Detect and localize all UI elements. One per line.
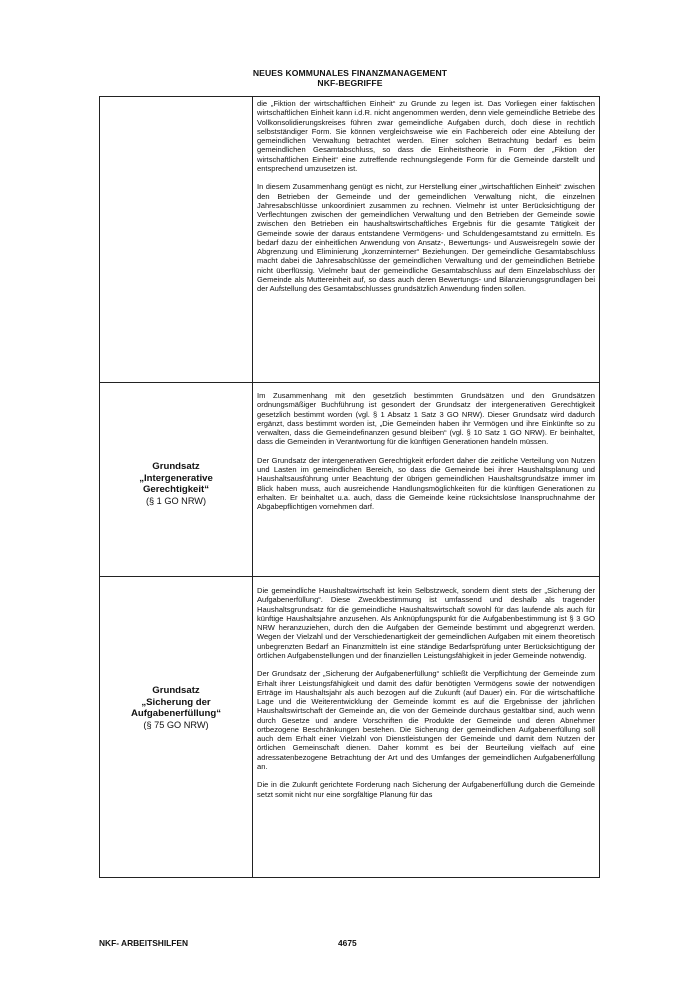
column-divider xyxy=(252,383,253,576)
paragraph: Im Zusammenhang mit den gesetzlich bestimmten Grundsätzen und den Grundsätzen ordnungsmäßiger Buchführung ist gesondert der Grundsatz der intergenerativen Gerechtigkeit gesetzlich bestimmt worden (vgl. § 1 Absatz 1 Satz 3 GO NRW). Dieser Grundsatz wird dadurch ergänzt, dass bestimmt worden ist, „Die Gemeinden haben ihr Vermögen und ihre Einkünfte so zu verwalten, dass die Gemeindefinanzen gesund bleiben“ (vgl. § 10 Satz 1 GO NRW). Er beinhaltet, dass die Gemeinden in Verantwortung für die künftigen Generationen handeln müssen. xyxy=(257,391,595,447)
table-row xyxy=(100,577,599,877)
row-content xyxy=(257,99,595,293)
footer-publication: NKF- ARBEITSHILFEN xyxy=(99,938,189,948)
table-row xyxy=(100,383,599,577)
header-subtitle: NKF-BEGRIFFE xyxy=(317,78,383,88)
term-reference: (§ 1 GO NRW) xyxy=(145,495,207,506)
page-header xyxy=(0,68,700,88)
row-term-label xyxy=(100,461,252,507)
paragraph: Der Grundsatz der „Sicherung der Aufgabenerfüllung“ schließt die Verpflichtung der Gemeinde zum Erhalt ihrer Leistungsfähigkeit und damit des dafür benötigten Vermögens sowie der notwendigen Erträge im Haushaltsjahr als auch bezogen auf die Zukunft (auf Dauer) ein. Für die wirtschaftliche Lage und die Weiterentwicklung der Gemeinde kommt es auf die Ergebnisse der jährlichen Haushaltswirtschaft der Gemeinde an, die von der Gemeinde durchaus gestaltbar sind, auch wenn durch Gesetze und andere Vorschriften die Produkte der Gemeinde und deren Abnehmer ortbezogene Beschränkungen bestehen. Die Sicherung der gemeindlichen Aufgabenerfüllung soll auch dem Erhalt einer Vielzahl von Dienstleistungen der Gemeinde und damit dem Nutzen der örtlichen Gemeinschaft dienen. Daher kommt es bei der Beurteilung vielfach auf eine adressatenbezogene Betrachtung der Art und des Umfanges der gemeindlichen Aufgabenerfüllung an. xyxy=(257,669,595,771)
definitions-table xyxy=(99,96,600,878)
table-row xyxy=(100,97,599,383)
paragraph: Die in die Zukunft gerichtete Forderung nach Sicherung der Aufgabenerfüllung durch die Gemeinde setzt somit nicht nur eine sorgfältige Planung für das xyxy=(257,780,595,799)
term-title-line: Grundsatz xyxy=(152,461,200,472)
row-content xyxy=(257,391,595,511)
row-term-label xyxy=(100,685,252,731)
paragraph: die „Fiktion der wirtschaftlichen Einheit“ zu Grunde zu legen ist. Das Vorliegen einer faktischen wirtschaftlichen Einheit kann i.d.R. nicht angenommen werden, denn viele gemeindliche Betriebe des Vollkonsolidierungskreises führen zwar gemeindliche Aufgaben durch, doch diese in rechtlich selbstständiger Form. Sie können vergleichsweise wie ein Fachbereich oder eine Abteilung der gemeindlichen Verwaltung betrachtet werden. Einer solchen Betrachtung bedarf es beim gemeindlichen Gesamtabschluss, so dass die Einheitstheorie in Form der „Fiktion der wirtschaftlichen Einheit“ eine zutreffende rechnungslegende Form für die Gemeinde darstellt und entsprechend umzusetzen ist. xyxy=(257,99,595,173)
paragraph: Die gemeindliche Haushaltswirtschaft ist kein Selbstzweck, sondern dient stets der „Sicherung der Aufgabenerfüllung“. Diese Zweckbestimmung ist umfassend und deshalb als tragender Haushaltsgrundsatz für die gemeindliche Haushaltswirtschaft sowohl für das laufende als auch für künftige Haushaltsjahre anzusehen. Als Anknüpfungspunkt für die Aufgabenbestimmung ist § 3 GO NRW heranzuziehen, durch den die Aufgaben der Gemeinde bestimmt und abgegrenzt werden. Wegen der Vielzahl und der Verschiedenartigkeit der gemeindlichen Aufgaben mit einem theoretisch unbegrenzten Bedarf an Finanzmitteln ist eine ständige Bedarfsprüfung unter Berücksichtigung der örtlichen Aufgabenstellungen und der finanziellen Leistungsfähigkeit in jeder Gemeinde notwendig. xyxy=(257,586,595,660)
term-title-line: „Intergenerative xyxy=(139,472,213,484)
term-title-line: Aufgabenerfüllung“ xyxy=(130,708,222,719)
column-divider xyxy=(252,577,253,877)
column-divider xyxy=(252,97,253,382)
term-title-line: Grundsatz xyxy=(152,685,200,696)
paragraph: In diesem Zusammenhang genügt es nicht, zur Herstellung einer „wirtschaftlichen Einheit“ zwischen den Betrieben der Gemeinde und der gemeindlichen Verwaltung nicht, die einzelnen Jahresabschlüsse unkoordiniert zusammen zu rechnen. Vielmehr ist unter Berücksichtigung der Verflechtungen zwischen der gemeindlichen Verwaltung und den Betrieben der Gemeinde sowie zwischen den Betrieben ein haushaltswirtschaftliches Ergebnis für die gesamte Tätigkeit der Gemeinde sowie der daraus entstandene Vermögens- und Schuldengesamtstand zu ermitteln. Es bedarf dazu der einheitlichen Anwendung von Ansatz-, Bewertungs- und Ausweisregeln sowie der Abgrenzung und Eliminierung „konzerninterner“ Beziehungen. Der gemeindliche Gesamtabschluss macht dabei die Jahresabschlüsse der gemeindlichen Verwaltung und der gemeindlichen Betriebe nicht überflüssig. Vielmehr baut der gemeindliche Gesamtabschluss auf dem Einzelabschluss der Gemeinde als Muttereinheit auf, so dass auch deren Bewertungs- und Bilanzierungsgrundlagen bei der Aufstellung des Gesamtabschlusses grundsätzlich Anwendung finden sollen. xyxy=(257,182,595,293)
term-reference: (§ 75 GO NRW) xyxy=(143,719,209,730)
term-title-line: Gerechtigkeit“ xyxy=(142,484,210,495)
row-content xyxy=(257,586,595,799)
term-title-line: „Sicherung der xyxy=(141,696,211,708)
header-title: NEUES KOMMUNALES FINANZMANAGEMENT xyxy=(252,68,448,78)
page-number: 4675 xyxy=(338,938,357,948)
paragraph: Der Grundsatz der intergenerativen Gerechtigkeit erfordert daher die zeitliche Verteilung von Nutzen und Lasten im gemeindlichen Bereich, so dass die Gemeinde bei ihrer Haushaltsplanung und Haushaltsausführung unter Beachtung der übrigen gemeindlichen Haushaltsgrundsätze immer im Blick haben muss, auch ausreichende Handlungsmöglichkeiten für die künftigen Generationen zu erhalten. Er beinhaltet u.a. auch, dass die Gemeinde keine rücksichtslose Inanspruchnahme der Abgabepflichtigen vornehmen darf. xyxy=(257,455,595,511)
